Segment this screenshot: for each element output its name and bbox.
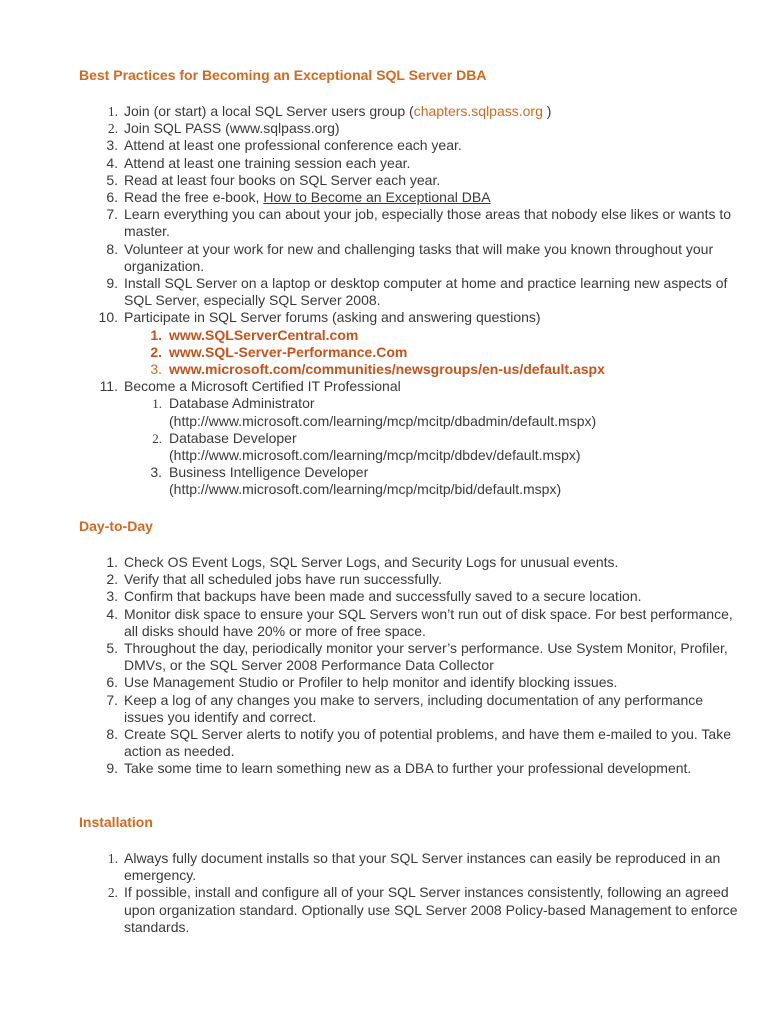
list-item bbox=[0, 640, 740, 674]
list-item bbox=[0, 588, 740, 605]
list-item bbox=[0, 206, 740, 240]
item-text-end: ) bbox=[542, 103, 552, 119]
item-text: Attend at least one training session each year. bbox=[124, 154, 411, 171]
section-heading-day-to-day: Day-to-Day bbox=[79, 518, 153, 534]
cert-url: (http://www.microsoft.com/learning/mcp/mcitp/dbdev/default.mspx) bbox=[169, 447, 581, 464]
list-number: 8. bbox=[106, 726, 118, 743]
item-text: Monitor disk space to ensure your SQL Servers won’t run out of disk space. For best performance, all disks should have 20% or more of free space. bbox=[124, 605, 733, 639]
sublist-number: 2. bbox=[150, 343, 162, 360]
list-number: 2. bbox=[107, 121, 118, 137]
item-text: Verify that all scheduled jobs have run successfully. bbox=[124, 571, 443, 588]
cert-title: Database Developer bbox=[169, 429, 297, 446]
list-item bbox=[0, 606, 740, 640]
list-number: 3. bbox=[106, 137, 118, 154]
item-text: If possible, install and configure all of your SQL Server instances consistently, following an agreed upon organization standard. Optionally use SQL Server 2008 Policy-based Management to enforce standards. bbox=[124, 884, 738, 935]
list-item bbox=[0, 760, 740, 777]
forum-link-sql-server-performance[interactable]: www.SQL-Server-Performance.Com bbox=[169, 343, 408, 360]
item-text: Learn everything you can about your job, especially those areas that nobody else likes or wants to master. bbox=[124, 206, 732, 240]
list-number: 11. bbox=[99, 378, 118, 395]
sublist-number: 1. bbox=[152, 396, 162, 412]
list-number: 9. bbox=[106, 760, 118, 777]
list-number: 5. bbox=[106, 640, 118, 657]
list-number: 3. bbox=[106, 588, 118, 605]
list-item bbox=[0, 309, 740, 378]
sublist-item bbox=[0, 430, 740, 464]
sublist-number: 2. bbox=[152, 430, 162, 446]
list-item bbox=[0, 241, 740, 275]
item-text: Throughout the day, periodically monitor your server’s performance. Use System Monitor, Profiler, DMVs, or the SQL Server 2008 Performance Data Collector bbox=[124, 640, 728, 674]
list-item bbox=[0, 103, 740, 120]
item-text: Join (or start) a local SQL Server users group ( bbox=[124, 103, 414, 119]
list-item bbox=[0, 884, 740, 936]
item-text: Check OS Event Logs, SQL Server Logs, and Security Logs for unusual events. bbox=[124, 554, 619, 570]
list-number: 2. bbox=[107, 885, 118, 901]
list-number: 10. bbox=[98, 309, 118, 326]
list-number: 7. bbox=[106, 691, 118, 708]
installation-list bbox=[0, 850, 740, 936]
list-number: 5. bbox=[106, 171, 118, 188]
sublist-item bbox=[0, 361, 740, 378]
sublist-number: 1. bbox=[150, 326, 162, 343]
list-item bbox=[0, 120, 740, 137]
best-practices-list bbox=[0, 103, 740, 499]
sublist-number: 3. bbox=[150, 361, 162, 378]
sublist-item bbox=[0, 327, 740, 344]
sublist-number: 3. bbox=[150, 464, 162, 481]
list-item bbox=[0, 275, 740, 309]
list-item bbox=[0, 554, 740, 571]
list-item bbox=[0, 571, 740, 588]
list-number: 9. bbox=[106, 275, 118, 292]
item-text: Install SQL Server on a laptop or desktop computer at home and practice learning new aspects of SQL Server, especially SQL Server 2008. bbox=[124, 275, 728, 309]
list-number: 1. bbox=[107, 104, 118, 119]
list-item bbox=[0, 850, 740, 884]
section-heading-installation: Installation bbox=[79, 814, 153, 830]
list-number: 1. bbox=[107, 851, 118, 866]
item-text: Become a Microsoft Certified IT Professional bbox=[124, 378, 401, 395]
sublist-item bbox=[0, 344, 740, 361]
list-item bbox=[0, 378, 740, 498]
item-text: Read at least four books on SQL Server each year. bbox=[124, 171, 441, 188]
list-item bbox=[0, 189, 740, 206]
list-item bbox=[0, 692, 740, 726]
item-text: Keep a log of any changes you make to servers, including documentation of any performance issues you identify and correct. bbox=[124, 691, 704, 725]
list-item bbox=[0, 155, 740, 172]
list-number: 4. bbox=[106, 154, 118, 171]
list-number: 6. bbox=[106, 674, 118, 691]
item-text: Use Management Studio or Profiler to help monitor and identify blocking issues. bbox=[124, 674, 618, 691]
list-number: 8. bbox=[106, 240, 118, 257]
item-text: Confirm that backups have been made and successfully saved to a secure location. bbox=[124, 588, 642, 605]
forum-link-sqlservercentral[interactable]: www.SQLServerCentral.com bbox=[169, 326, 359, 343]
item-text: Volunteer at your work for new and challenging tasks that will make you known throughout your organization. bbox=[124, 240, 714, 274]
cert-title: Business Intelligence Developer bbox=[169, 464, 369, 481]
cert-title: Database Administrator bbox=[169, 395, 315, 412]
section-heading-best-practices: Best Practices for Becoming an Exceptional SQL Server DBA bbox=[79, 67, 487, 83]
list-item bbox=[0, 172, 740, 189]
certification-sublist bbox=[124, 395, 740, 498]
cert-url: (http://www.microsoft.com/learning/mcp/mcitp/bid/default.mspx) bbox=[169, 481, 562, 498]
item-text: Join SQL PASS (www.sqlpass.org) bbox=[124, 120, 340, 137]
list-number: 2. bbox=[106, 571, 118, 588]
item-text: Create SQL Server alerts to notify you of potential problems, and have them e-mailed to you. Take action as needed. bbox=[124, 726, 731, 760]
sublist-item bbox=[0, 464, 740, 498]
list-item bbox=[0, 726, 740, 760]
day-to-day-list bbox=[0, 554, 740, 778]
item-text: Always fully document installs so that your SQL Server instances can easily be reproduced in an emergency. bbox=[124, 850, 721, 884]
list-number: 7. bbox=[106, 206, 118, 223]
ebook-link[interactable]: How to Become an Exceptional DBA bbox=[263, 189, 491, 206]
list-number: 4. bbox=[106, 605, 118, 622]
forums-sublist bbox=[124, 327, 740, 379]
list-item bbox=[0, 137, 740, 154]
list-number: 1. bbox=[106, 554, 118, 570]
sqlpass-chapters-link[interactable]: chapters.sqlpass.org bbox=[413, 103, 543, 119]
item-text: Take some time to learn something new as a DBA to further your professional development. bbox=[124, 760, 692, 777]
list-item bbox=[0, 674, 740, 691]
sublist-item bbox=[0, 395, 740, 429]
item-text: Read the free e-book, bbox=[124, 189, 264, 206]
forum-link-microsoft-newsgroups[interactable]: www.microsoft.com/communities/newsgroups/en-us/default.aspx bbox=[169, 361, 605, 378]
list-number: 6. bbox=[106, 189, 118, 206]
item-text: Participate in SQL Server forums (asking and answering questions) bbox=[124, 309, 541, 326]
item-text: Attend at least one professional conference each year. bbox=[124, 137, 462, 154]
cert-url: (http://www.microsoft.com/learning/mcp/mcitp/dbadmin/default.mspx) bbox=[169, 412, 597, 429]
